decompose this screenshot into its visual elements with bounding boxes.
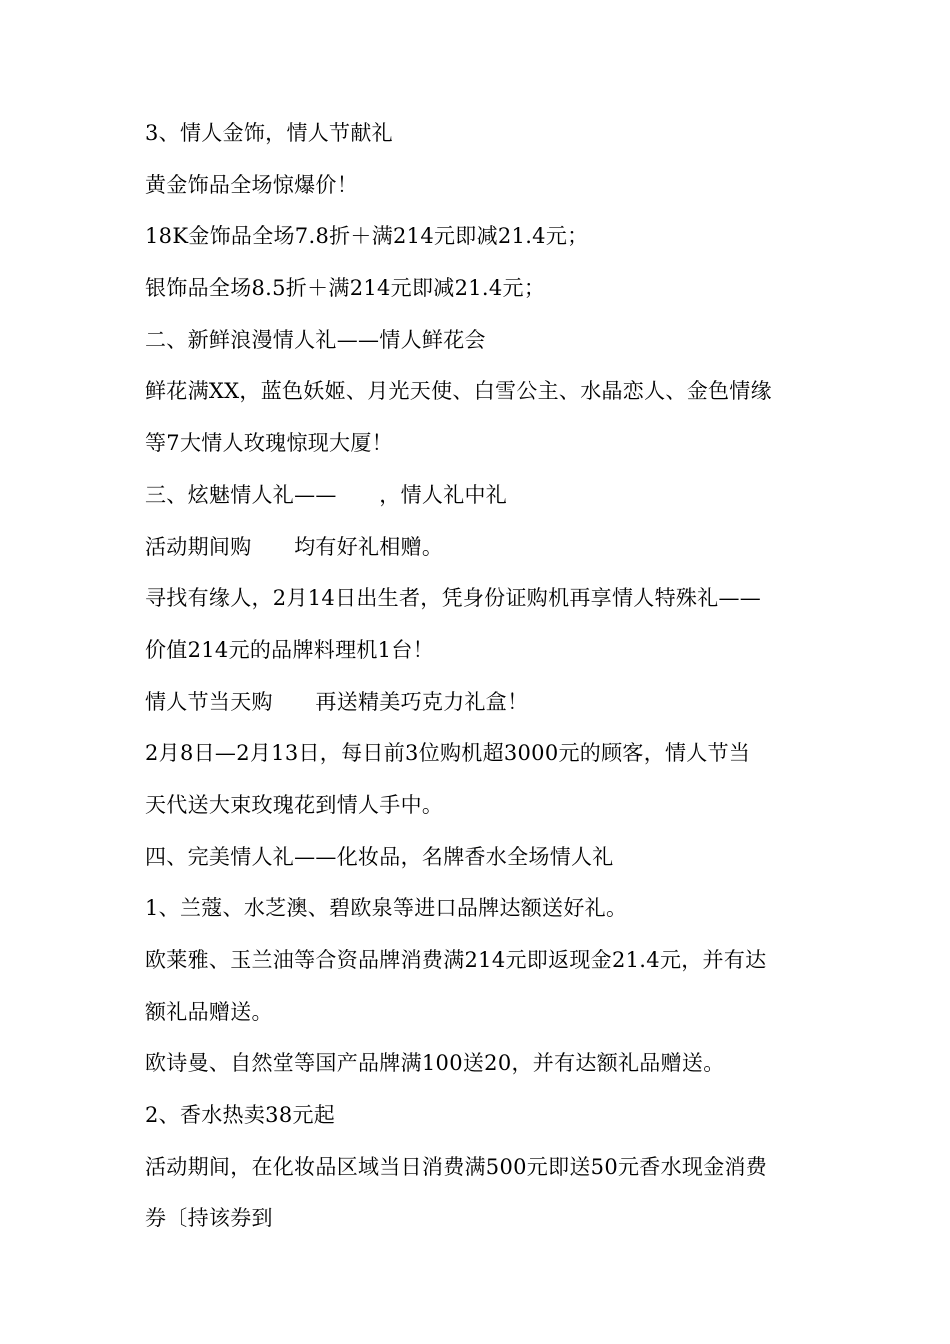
- text-line: 欧莱雅、玉兰油等合资品牌消费满214元即返现金21.4元，并有达: [145, 948, 767, 972]
- text-line: 18K金饰品全场7.8折＋满214元即减21.4元；: [145, 224, 589, 249]
- section-heading: 二、新鲜浪漫情人礼——情人鲜花会: [145, 327, 486, 352]
- text-line: 3、情人金饰，情人节献礼: [145, 121, 393, 145]
- text-line: 情人节当天购 再送精美巧克力礼盒！: [145, 689, 529, 714]
- section-heading: 四、完美情人礼——化妆品，名牌香水全场情人礼: [145, 844, 614, 869]
- text-line: 欧诗曼、自然堂等国产品牌满100送20，并有达额礼品赠送。: [145, 1051, 725, 1076]
- text-line: 银饰品全场8.5折＋满214元即减21.4元；: [145, 276, 546, 301]
- text-line: 鲜花满XX，蓝色妖姬、月光天使、白雪公主、水晶恋人、金色情缘: [145, 379, 772, 404]
- text-line: 黄金饰品全场惊爆价！: [145, 172, 358, 197]
- text-line: 2、香水热卖38元起: [145, 1103, 336, 1128]
- text-line: 天代送大束玫瑰花到情人手中。: [145, 792, 444, 817]
- text-line: 寻找有缘人，2月14日出生者，凭身份证购机再享情人特殊礼——: [145, 586, 762, 611]
- text-line: 券〔持该券到: [145, 1206, 273, 1231]
- text-line: 1、兰蔻、水芝澳、碧欧泉等进口品牌达额送好礼。: [145, 896, 628, 921]
- text-line: 额礼品赠送。: [145, 999, 273, 1024]
- text-line: 2月8日—2月13日，每日前3位购机超3000元的顾客，情人节当: [145, 741, 751, 766]
- document-body: [145, 108, 810, 1245]
- section-heading: 三、炫魅情人礼—— ，情人礼中礼: [145, 482, 508, 507]
- text-line: 价值214元的品牌料理机1台！: [145, 637, 434, 662]
- text-line: 等7大情人玫瑰惊现大厦！: [145, 431, 393, 456]
- text-line: 活动期间，在化妆品区域当日消费满500元即送50元香水现金消费: [145, 1154, 768, 1179]
- text-line: 活动期间购 均有好礼相赠。: [145, 534, 444, 559]
